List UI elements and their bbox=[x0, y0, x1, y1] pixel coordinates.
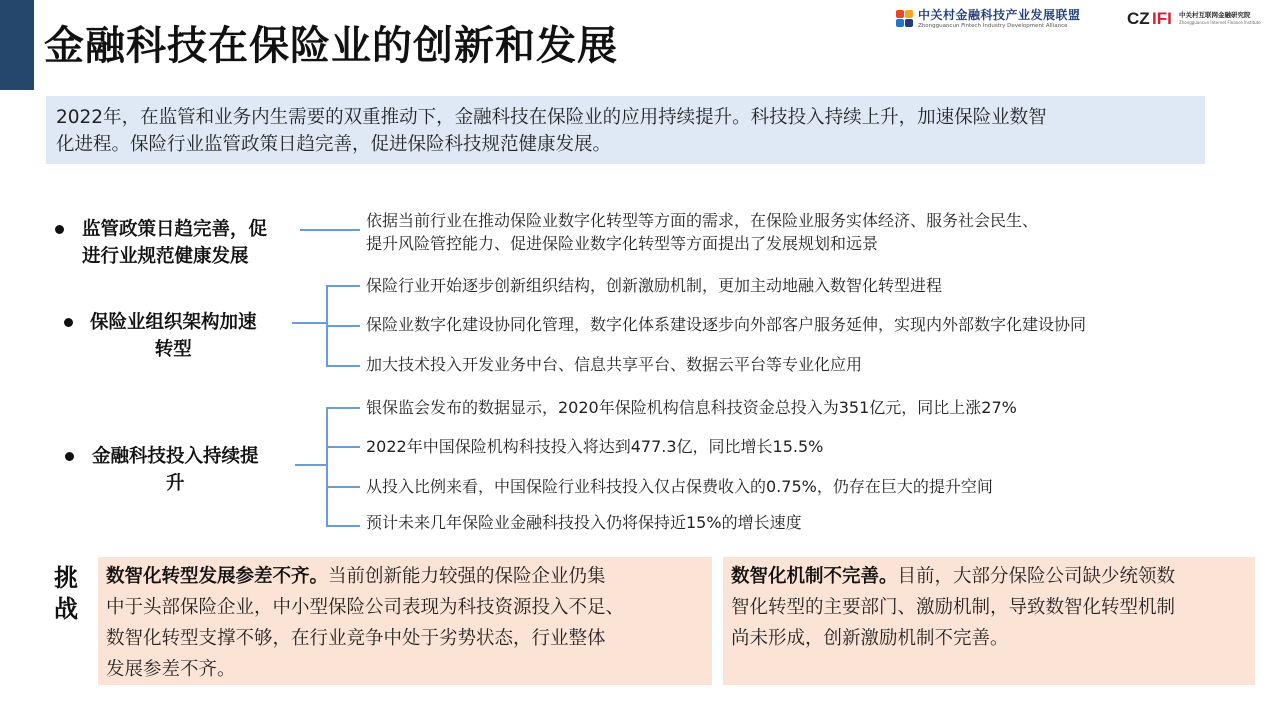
bullet-dot bbox=[64, 318, 73, 327]
connector-line bbox=[292, 322, 327, 324]
svg-text:IFI: IFI bbox=[1152, 9, 1172, 27]
challenge-box-transformation: 数智化转型发展参差不齐。当前创新能力较强的保险企业仍集 中于头部保险企业，中小型保险公司表现为科技资源投入不足、 数智化转型支撑不够，在行业竞争中处于劣势状态，行业整体 发展参差不齐。 bbox=[98, 557, 712, 685]
connector-bracket bbox=[326, 407, 328, 527]
challenge-title: 数智化转型发展参差不齐。 bbox=[106, 566, 329, 587]
alliance-name-cn: 中关村金融科技产业发展联盟 bbox=[918, 8, 1081, 22]
alliance-logo bbox=[896, 8, 1081, 30]
section-item: 银保监会发布的数据显示，2020年保险机构信息科技资金总投入为351亿元，同比上涨27% bbox=[366, 398, 1017, 417]
challenge-box-mechanism: 数智化机制不完善。目前，大部分保险公司缺少统领数 智化转型的主要部门、激励机制，导致数智化转型机制 尚未形成，创新激励机制不完善。 bbox=[723, 557, 1255, 685]
svg-text:CZ: CZ bbox=[1127, 9, 1150, 27]
section-item: 保险业数字化建设协同化管理，数字化体系建设逐步向外部客户服务延伸，实现内外部数字化建设协同 bbox=[366, 315, 1087, 334]
intro-line: 2022年，在监管和业务内生需要的双重推动下，金融科技在保险业的应用持续提升。科技投入持续上升，加速保险业数智 bbox=[56, 107, 1047, 128]
alliance-name-en: Zhongguancun Fintech Industry Development Alliance bbox=[918, 23, 1068, 29]
challenge-title: 数智化机制不完善。 bbox=[731, 566, 898, 587]
bullet-dot bbox=[55, 225, 64, 234]
connector-tick bbox=[326, 525, 360, 527]
section-item: 依据当前行业在推动保险业数字化转型等方面的需求，在保险业服务实体经济、服务社会民生、 bbox=[366, 211, 1039, 230]
connector-tick bbox=[326, 486, 360, 488]
connector-tick bbox=[326, 446, 360, 448]
section-item: 2022年中国保险机构科技投入将达到477.3亿，同比增长15.5% bbox=[366, 437, 824, 456]
institute-logo bbox=[1127, 9, 1261, 27]
institute-name-cn: 中关村互联网金融研究院 bbox=[1179, 10, 1251, 19]
bullet-dot bbox=[65, 452, 74, 461]
connector-tick bbox=[326, 365, 360, 367]
section-item: 预计未来几年保险业金融科技投入仍将保持近15%的增长速度 bbox=[366, 513, 802, 532]
intro-line: 化进程。保险行业监管政策日趋完善，促进保险科技规范健康发展。 bbox=[56, 134, 612, 155]
page-title: 金融科技在保险业的创新和发展 bbox=[44, 23, 618, 69]
connector-line bbox=[300, 229, 360, 231]
connector-tick bbox=[326, 407, 360, 409]
alliance-logo-icon bbox=[896, 10, 914, 28]
connector-tick bbox=[326, 325, 360, 327]
section-heading-investment: 金融科技投入持续提 升 bbox=[92, 446, 259, 494]
section-item: 保险行业开始逐步创新组织结构，创新激励机制，更加主动地融入数智化转型进程 bbox=[366, 276, 943, 295]
intro-summary-box bbox=[46, 96, 1205, 164]
section-item: 提升风险管控能力、促进保险业数字化转型等方面提出了发展规划和远景 bbox=[366, 234, 879, 253]
title-accent-bar bbox=[0, 0, 34, 90]
institute-logo-icon bbox=[1127, 9, 1175, 27]
connector-tick bbox=[326, 285, 360, 287]
section-heading-regulation: 监管政策日趋完善，促 进行业规范健康发展 bbox=[82, 219, 268, 267]
section-heading-organization: 保险业组织架构加速 转型 bbox=[90, 312, 257, 360]
section-item: 从投入比例来看，中国保险行业科技投入仅占保费收入的0.75%，仍存在巨大的提升空间 bbox=[366, 477, 993, 496]
institute-name-en: Zhongguancun Internet Finance Institute bbox=[1179, 19, 1261, 25]
section-item: 加大技术投入开发业务中台、信息共享平台、数据云平台等专业化应用 bbox=[366, 355, 863, 374]
challenges-label: 挑 战 bbox=[54, 564, 78, 623]
connector-line bbox=[295, 464, 327, 466]
